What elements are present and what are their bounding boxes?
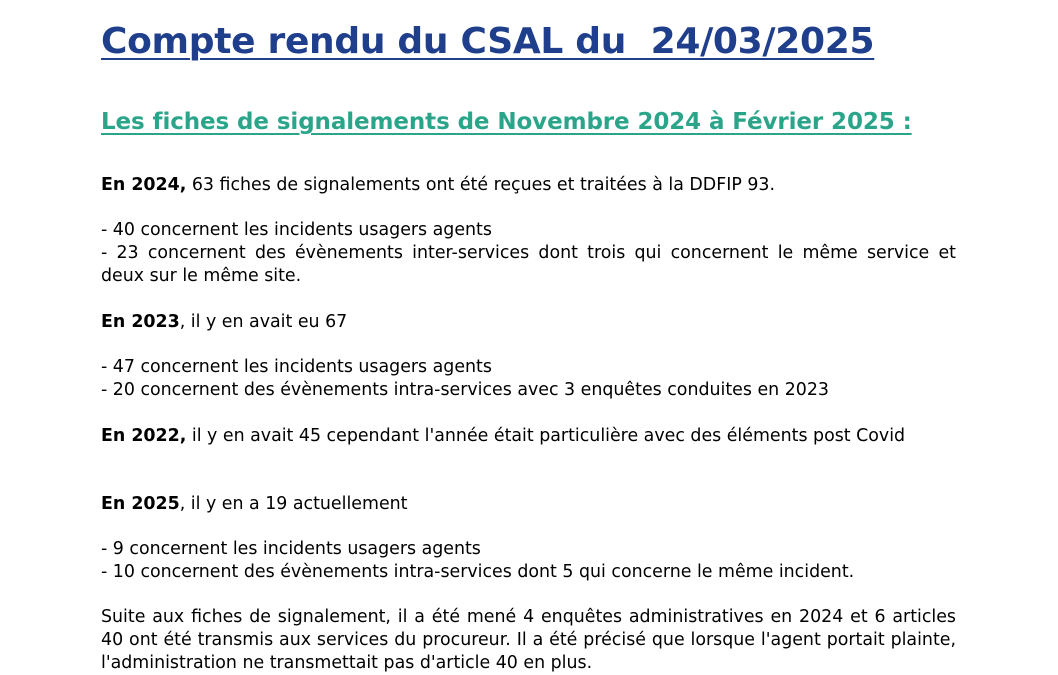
list-2024 <box>101 219 956 288</box>
year-2023-text: , il y en avait eu 67 <box>179 312 348 332</box>
year-2024-text: 63 fiches de signalements ont été reçues et traitées à la DDFIP 93. <box>186 175 776 195</box>
section-subtitle: Les fiches de signalements de Novembre 2024 à Février 2025 : <box>101 109 912 135</box>
paragraph-2022 <box>101 425 956 448</box>
list-item: - 9 concernent les incidents usagers agents <box>101 539 481 559</box>
list-2023 <box>101 356 956 402</box>
document-title: Compte rendu du CSAL du 24/03/2025 <box>101 21 875 62</box>
list-item: - 20 concernent des évènements intra-services avec 3 enquêtes conduites en 2023 <box>101 380 829 400</box>
list-item: - 47 concernent les incidents usagers agents <box>101 357 492 377</box>
year-2025-lead: En 2025 <box>101 494 180 514</box>
year-2022-lead: En 2022, <box>101 426 187 446</box>
paragraph-2023 <box>101 311 956 334</box>
list-item: - 10 concernent des évènements intra-services dont 5 qui concerne le même incident. <box>101 562 855 582</box>
list-2025 <box>101 538 956 584</box>
year-2024-lead: En 2024, <box>101 175 187 195</box>
year-2023-lead: En 2023 <box>101 312 180 332</box>
paragraph-2025 <box>101 493 956 516</box>
list-item: - 40 concernent les incidents usagers agents <box>101 220 492 240</box>
year-2025-text: , il y en a 19 actuellement <box>179 494 408 514</box>
list-item: - 23 concernent des évènements inter-services dont trois qui concernent le même service et deux sur le même site. <box>101 243 956 286</box>
conclusion-paragraph: Suite aux fiches de signalement, il a été mené 4 enquêtes administratives en 2024 et 6 articles 40 ont été transmis aux services du procureur. Il a été précisé que lorsque l'agent portait plainte, l'administration ne transmettait pas d'article 40 en plus. <box>101 607 956 673</box>
year-2022-text: il y en avait 45 cependant l'année était particulière avec des éléments post Covid <box>186 426 906 446</box>
paragraph-2024 <box>101 174 956 197</box>
